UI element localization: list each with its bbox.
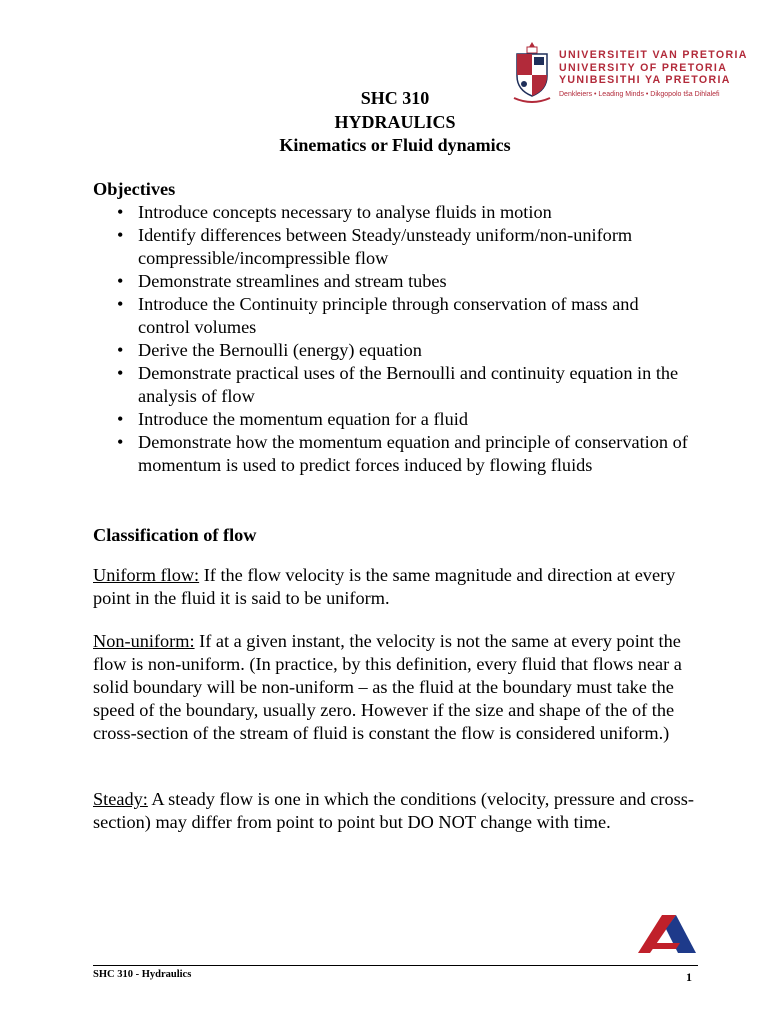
list-item [93,408,693,431]
objective-text: Introduce the Continuity principle through conservation of mass and control volumes [138,294,639,337]
list-item [93,339,693,362]
bullet-icon: • [117,363,124,383]
objective-text: Demonstrate practical uses of the Bernoulli and continuity equation in the analysis of flow [138,363,679,406]
bullet-icon: • [117,225,124,245]
objective-text: Demonstrate how the momentum equation and principle of conservation of momentum is used to predict forces induced by flowing fluids [138,432,688,475]
objective-text: Derive the Bernoulli (energy) equation [138,340,422,360]
list-item [93,224,693,270]
definition-term: Steady: [93,789,148,809]
course-code: SHC 310 [360,88,430,108]
topic-title: Kinematics or Fluid dynamics [279,135,511,155]
definition-text: If at a given instant, the velocity is not the same at every point the flow is non-uniform. (In practice, by this definition, every fluid that flows near a solid boundary will be non-uniform – as the fluid at the boundary must take the speed of the boundary, usually zero. However if the size and shape of the of the cross-section of the stream of fluid is constant the flow is considered uniform.) [93,631,682,743]
logo-line-afrikaans: UNIVERSITEIT VAN PRETORIA [559,49,748,61]
bullet-icon: • [117,271,124,291]
objectives-list [93,201,693,477]
classification-heading: Classification of flow [93,525,257,545]
definition-non-uniform [93,630,713,745]
civil-engineering-logo-icon [636,913,698,955]
footer-rule [93,965,698,966]
definition-text: A steady flow is one in which the conditions (velocity, pressure and cross-section) may differ from point to point but DO NOT change with time. [93,789,694,832]
definition-steady [93,788,713,834]
objective-text: Demonstrate streamlines and stream tubes [138,271,447,291]
definition-term: Non-uniform: [93,631,195,651]
objective-text: Introduce the momentum equation for a fluid [138,409,468,429]
logo-line-sepedi: YUNIBESITHI YA PRETORIA [559,74,731,87]
bullet-icon: • [117,340,124,360]
bullet-icon: • [117,432,124,452]
bullet-icon: • [117,294,124,314]
logo-line-english: UNIVERSITY OF PRETORIA [559,61,728,74]
objective-text: Identify differences between Steady/unsteady uniform/non-uniform compressible/incompressible flow [138,225,633,268]
list-item [93,293,693,339]
objective-text: Introduce concepts necessary to analyse fluids in motion [138,202,552,222]
list-item [93,201,693,224]
list-item [93,431,693,477]
objectives-heading: Objectives [93,179,176,199]
definition-uniform-flow [93,564,713,610]
logo-motto: Denkleiers • Leading Minds • Dikgopolo tša Dihlalefi [559,90,720,98]
definition-text: If the flow velocity is the same magnitude and direction at every point in the fluid it is said to be uniform. [93,565,676,608]
bullet-icon: • [117,202,124,222]
page-number: 1 [686,970,692,984]
bullet-icon: • [117,409,124,429]
list-item [93,270,693,293]
course-subject: HYDRAULICS [334,112,456,132]
definition-term: Uniform flow: [93,565,200,585]
list-item [93,362,693,408]
footer-course-label: SHC 310 - Hydraulics [93,969,192,980]
